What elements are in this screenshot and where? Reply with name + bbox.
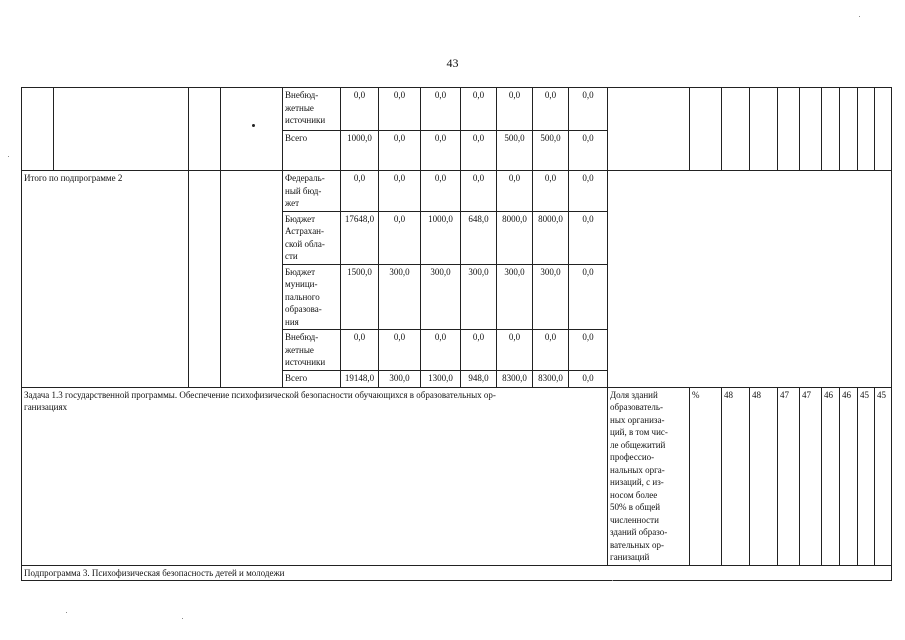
value-cell: 0,0 xyxy=(379,211,421,264)
task-title: Задача 1.3 государственной программы. Обеспечение психофизической безопасности обучающихся в образовательных ор- ганизациях xyxy=(22,387,608,565)
table-row xyxy=(22,171,892,212)
subprogram-title: Подпрограмма 3. Психофизическая безопасность детей и молодежи xyxy=(22,565,892,581)
target-value: 45 xyxy=(875,387,892,565)
blank-cell xyxy=(54,88,189,171)
blank-cell xyxy=(800,88,822,171)
value-cell: 0,0 xyxy=(379,330,421,371)
value-cell: 300,0 xyxy=(497,264,533,330)
source-label: Всего xyxy=(283,370,341,387)
value-cell: 0,0 xyxy=(379,171,421,212)
blank-cell xyxy=(221,171,283,388)
value-cell: 0,0 xyxy=(461,131,497,171)
value-cell: 0,0 xyxy=(569,131,608,171)
blank-cell xyxy=(840,88,858,171)
value-cell: 8300,0 xyxy=(497,370,533,387)
indicator-name: Доля зданий образователь- ных организа- ций, в том чис- ле общежитий профессио- нальных орга- низаций, с из- носом более 50% в общей численности зданий образо- вательных ор- ганизаций xyxy=(608,387,690,565)
value-cell: 0,0 xyxy=(569,330,608,371)
value-cell: 0,0 xyxy=(533,88,569,131)
value-cell: 0,0 xyxy=(421,330,461,371)
value-cell: 0,0 xyxy=(497,330,533,371)
blank-cell xyxy=(690,88,722,171)
value-cell: 0,0 xyxy=(569,370,608,387)
value-cell: 0,0 xyxy=(379,131,421,171)
blank-cell xyxy=(22,88,54,171)
value-cell: 0,0 xyxy=(421,171,461,212)
blank-cell xyxy=(608,88,690,171)
blank-cell xyxy=(858,88,875,171)
value-cell: 0,0 xyxy=(461,330,497,371)
value-cell: 0,0 xyxy=(569,211,608,264)
value-cell: 1500,0 xyxy=(341,264,379,330)
value-cell: 0,0 xyxy=(533,330,569,371)
value-cell: 8000,0 xyxy=(533,211,569,264)
source-label: Внебюд- жетные источники xyxy=(283,88,341,131)
value-cell: 300,0 xyxy=(379,264,421,330)
value-cell: 0,0 xyxy=(379,88,421,131)
blank-cell xyxy=(750,88,778,171)
value-cell: 1000,0 xyxy=(341,131,379,171)
blank-cell xyxy=(875,88,892,171)
value-cell: 8300,0 xyxy=(533,370,569,387)
target-value: 48 xyxy=(750,387,778,565)
value-cell: 17648,0 xyxy=(341,211,379,264)
source-label: Федераль- ный бюд- жет xyxy=(283,171,341,212)
value-cell: 0,0 xyxy=(569,88,608,131)
value-cell: 300,0 xyxy=(379,370,421,387)
value-cell: 948,0 xyxy=(461,370,497,387)
blank-cell xyxy=(608,171,892,388)
blank-cell xyxy=(722,88,750,171)
value-cell: 0,0 xyxy=(341,171,379,212)
page-number: 43 xyxy=(446,56,459,70)
value-cell: 300,0 xyxy=(421,264,461,330)
value-cell: 500,0 xyxy=(497,131,533,171)
scan-dot xyxy=(252,124,255,127)
value-cell: 0,0 xyxy=(341,88,379,131)
value-cell: 1000,0 xyxy=(421,211,461,264)
value-cell: 1300,0 xyxy=(421,370,461,387)
value-cell: 0,0 xyxy=(497,88,533,131)
target-value: 47 xyxy=(778,387,800,565)
scan-speck xyxy=(182,618,183,619)
scan-speck xyxy=(859,16,860,17)
blank-cell xyxy=(221,88,283,171)
target-value: 45 xyxy=(858,387,875,565)
value-cell: 0,0 xyxy=(421,131,461,171)
table-row xyxy=(22,387,892,565)
unit-cell: % xyxy=(690,387,722,565)
value-cell: 648,0 xyxy=(461,211,497,264)
table-row xyxy=(22,565,892,581)
value-cell: 0,0 xyxy=(341,330,379,371)
blank-cell xyxy=(189,88,221,171)
program-table xyxy=(21,87,892,581)
value-cell: 0,0 xyxy=(421,88,461,131)
value-cell: 0,0 xyxy=(461,171,497,212)
scan-speck xyxy=(66,612,67,613)
scan-speck xyxy=(612,580,613,581)
target-value: 48 xyxy=(722,387,750,565)
value-cell: 8000,0 xyxy=(497,211,533,264)
subtotal-title: Итого по подпрограмме 2 xyxy=(22,171,189,388)
target-value: 46 xyxy=(822,387,840,565)
target-value: 47 xyxy=(800,387,822,565)
source-label: Внебюд- жетные источники xyxy=(283,330,341,371)
value-cell: 300,0 xyxy=(533,264,569,330)
value-cell: 300,0 xyxy=(461,264,497,330)
source-label: Бюджет Астрахан- ской обла- сти xyxy=(283,211,341,264)
source-label: Бюджет муници- пального образова- ния xyxy=(283,264,341,330)
blank-cell xyxy=(189,171,221,388)
value-cell: 0,0 xyxy=(569,264,608,330)
blank-cell xyxy=(822,88,840,171)
value-cell: 0,0 xyxy=(533,171,569,212)
table-row xyxy=(22,88,892,131)
scan-speck xyxy=(8,156,9,157)
value-cell: 19148,0 xyxy=(341,370,379,387)
value-cell: 0,0 xyxy=(497,171,533,212)
value-cell: 0,0 xyxy=(569,171,608,212)
value-cell: 0,0 xyxy=(461,88,497,131)
blank-cell xyxy=(778,88,800,171)
value-cell: 500,0 xyxy=(533,131,569,171)
target-value: 46 xyxy=(840,387,858,565)
source-label: Всего xyxy=(283,131,341,171)
